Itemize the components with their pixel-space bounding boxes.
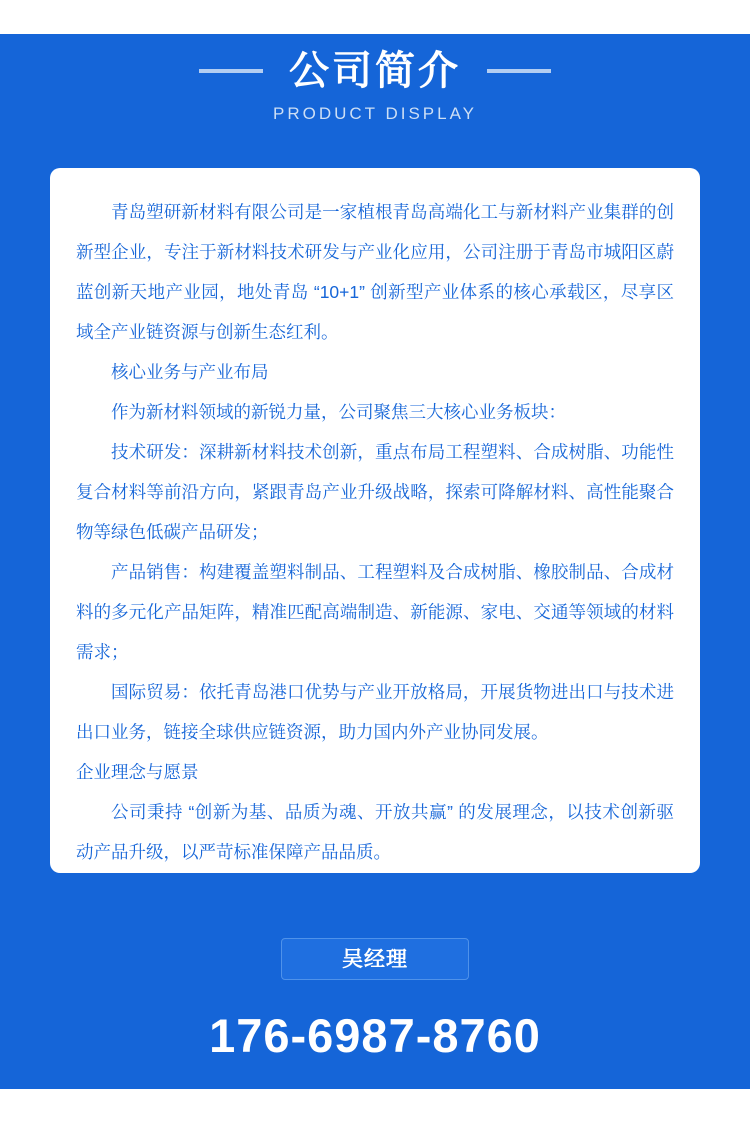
bottom-margin-strip xyxy=(0,1089,750,1125)
right-rule-decoration xyxy=(487,69,551,73)
profile-paragraph: 企业理念与愿景 xyxy=(76,762,199,782)
profile-paragraph: 产品销售：构建覆盖塑料制品、工程塑料及合成树脂、橡胶制品、合成材料的多元化产品矩阵，精准匹配高端制造、新能源、家电、交通等领域的材料需求； xyxy=(76,562,674,662)
title-row xyxy=(0,34,750,108)
page-subtitle: PRODUCT DISPLAY xyxy=(272,104,478,123)
contact-person-button[interactable]: 吴经理 xyxy=(281,938,469,980)
profile-paragraph: 国际贸易：依托青岛港口优势与产业开放格局，开展货物进出口与技术进出口业务，链接全球供应链资源，助力国内外产业协同发展。 xyxy=(76,682,674,742)
contact-phone-number[interactable]: 176-6987-8760 xyxy=(209,1009,541,1062)
profile-paragraph: 技术研发：深耕新材料技术创新，重点布局工程塑料、合成树脂、功能性复合材料等前沿方向，紧跟青岛产业升级战略，探索可降解材料、高性能聚合物等绿色低碳产品研发； xyxy=(76,442,674,542)
profile-paragraph: 公司秉持 “创新为基、品质为魂、开放共赢” 的发展理念，以技术创新驱动产品升级，以严苛标准保障产品品质。 xyxy=(76,802,674,862)
profile-paragraph: 核心业务与产业布局 xyxy=(111,362,269,382)
top-margin-strip xyxy=(0,0,750,34)
profile-paragraph: 作为新材料领域的新锐力量，公司聚焦三大核心业务板块： xyxy=(111,402,566,422)
company-profile-card xyxy=(50,168,700,873)
left-rule-decoration xyxy=(199,69,263,73)
profile-paragraph: 青岛塑研新材料有限公司是一家植根青岛高端化工与新材料产业集群的创新型企业，专注于新材料技术研发与产业化应用，公司注册于青岛市城阳区蔚蓝创新天地产业园，地处青岛 “10+1” 创新型产业体系的核心承载区，尽享区域全产业链资源与创新生态红利。 xyxy=(76,202,674,342)
page-header xyxy=(0,34,750,174)
page-title: 公司简介 xyxy=(289,49,461,93)
